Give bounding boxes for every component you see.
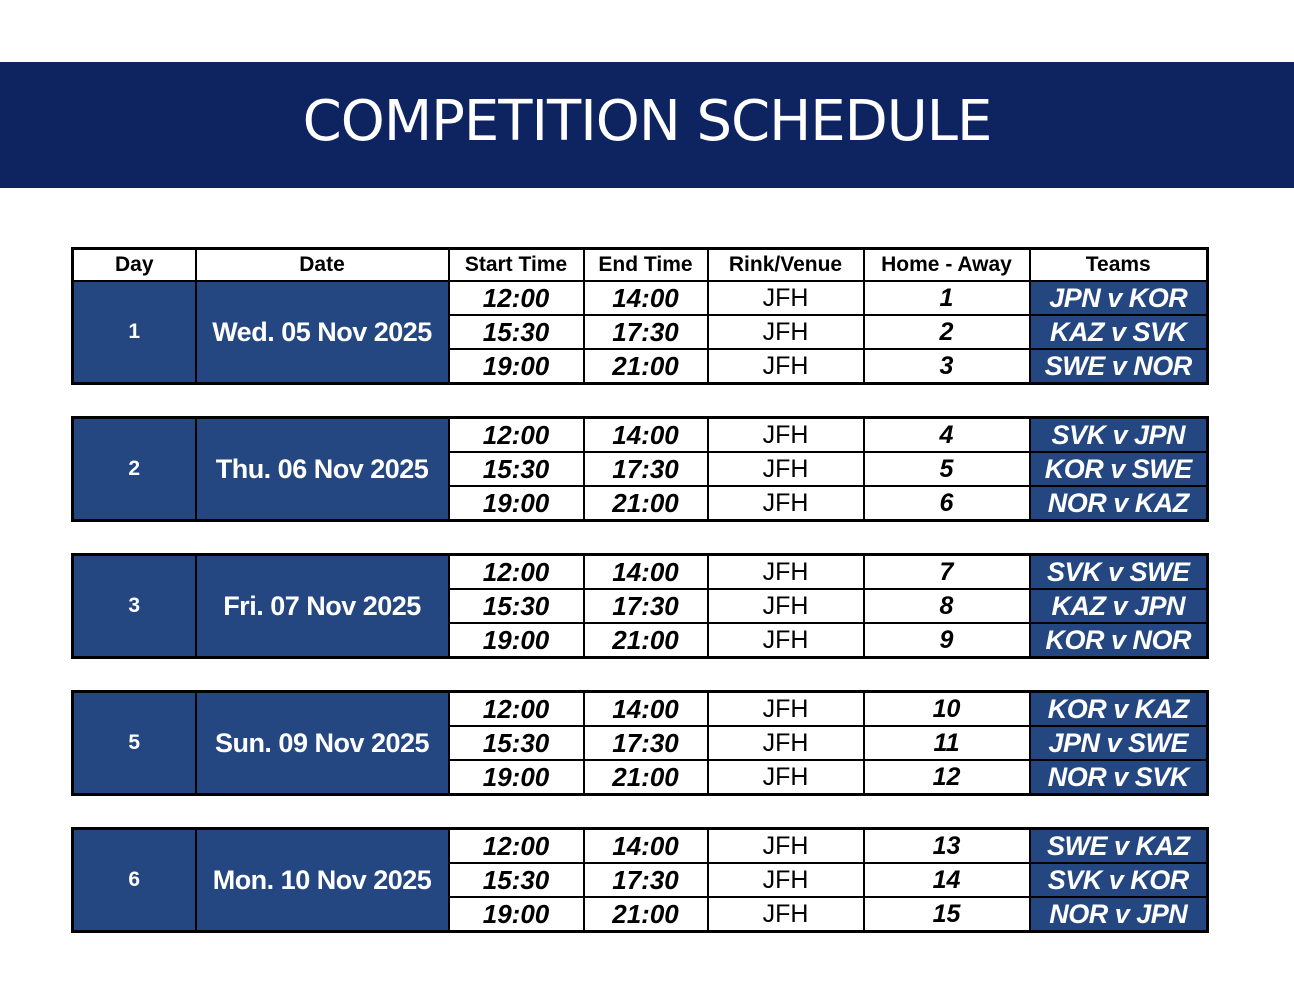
end-time: 21:00	[584, 486, 708, 521]
end-time: 21:00	[584, 349, 708, 384]
game-number: 9	[864, 623, 1030, 658]
game-number: 1	[864, 281, 1030, 315]
day-date: Mon. 10 Nov 2025	[196, 829, 449, 932]
end-time: 14:00	[584, 555, 708, 590]
teams: JPN v SWE	[1030, 726, 1208, 760]
rink-venue: JFH	[708, 555, 864, 590]
day-date: Fri. 07 Nov 2025	[196, 555, 449, 658]
schedule-table-day-1	[71, 247, 1209, 385]
day-number: 2	[73, 418, 196, 521]
end-time: 17:30	[584, 863, 708, 897]
end-time: 17:30	[584, 726, 708, 760]
start-time: 19:00	[449, 349, 584, 384]
start-time: 19:00	[449, 760, 584, 795]
teams: SWE v NOR	[1030, 349, 1208, 384]
end-time: 17:30	[584, 315, 708, 349]
teams: NOR v KAZ	[1030, 486, 1208, 521]
teams: NOR v SVK	[1030, 760, 1208, 795]
teams: JPN v KOR	[1030, 281, 1208, 315]
end-time: 17:30	[584, 589, 708, 623]
header-teams: Teams	[1030, 249, 1208, 282]
rink-venue: JFH	[708, 726, 864, 760]
day-date: Sun. 09 Nov 2025	[196, 692, 449, 795]
game-number: 5	[864, 452, 1030, 486]
schedule-table-day-3	[71, 553, 1209, 659]
game-row	[73, 829, 1208, 864]
end-time: 14:00	[584, 281, 708, 315]
game-row	[73, 555, 1208, 590]
day-number: 3	[73, 555, 196, 658]
rink-venue: JFH	[708, 829, 864, 864]
game-number: 10	[864, 692, 1030, 727]
header-start-time: Start Time	[449, 249, 584, 282]
end-time: 14:00	[584, 418, 708, 453]
rink-venue: JFH	[708, 623, 864, 658]
game-number: 13	[864, 829, 1030, 864]
teams: KOR v SWE	[1030, 452, 1208, 486]
rink-venue: JFH	[708, 452, 864, 486]
start-time: 19:00	[449, 897, 584, 932]
teams: NOR v JPN	[1030, 897, 1208, 932]
game-number: 12	[864, 760, 1030, 795]
start-time: 12:00	[449, 281, 584, 315]
day-number: 6	[73, 829, 196, 932]
end-time: 14:00	[584, 692, 708, 727]
end-time: 21:00	[584, 623, 708, 658]
start-time: 15:30	[449, 589, 584, 623]
game-row	[73, 418, 1208, 453]
game-number: 2	[864, 315, 1030, 349]
header-date: Date	[196, 249, 449, 282]
game-row	[73, 281, 1208, 315]
start-time: 19:00	[449, 623, 584, 658]
game-number: 15	[864, 897, 1030, 932]
game-number: 11	[864, 726, 1030, 760]
schedule-table-day-6	[71, 827, 1209, 933]
end-time: 21:00	[584, 760, 708, 795]
game-number: 4	[864, 418, 1030, 453]
teams: KOR v KAZ	[1030, 692, 1208, 727]
game-row	[73, 692, 1208, 727]
schedule-table-day-2	[71, 416, 1209, 522]
start-time: 12:00	[449, 692, 584, 727]
header-home-away: Home - Away	[864, 249, 1030, 282]
start-time: 12:00	[449, 555, 584, 590]
game-number: 7	[864, 555, 1030, 590]
teams: SVK v JPN	[1030, 418, 1208, 453]
teams: SWE v KAZ	[1030, 829, 1208, 864]
teams: KAZ v SVK	[1030, 315, 1208, 349]
rink-venue: JFH	[708, 315, 864, 349]
day-date: Wed. 05 Nov 2025	[196, 281, 449, 384]
start-time: 19:00	[449, 486, 584, 521]
schedule-table-day-5	[71, 690, 1209, 796]
day-number: 1	[73, 281, 196, 384]
rink-venue: JFH	[708, 692, 864, 727]
rink-venue: JFH	[708, 760, 864, 795]
rink-venue: JFH	[708, 418, 864, 453]
end-time: 17:30	[584, 452, 708, 486]
rink-venue: JFH	[708, 349, 864, 384]
start-time: 15:30	[449, 452, 584, 486]
rink-venue: JFH	[708, 863, 864, 897]
teams: SVK v KOR	[1030, 863, 1208, 897]
start-time: 15:30	[449, 315, 584, 349]
rink-venue: JFH	[708, 281, 864, 315]
end-time: 21:00	[584, 897, 708, 932]
header-end-time: End Time	[584, 249, 708, 282]
end-time: 14:00	[584, 829, 708, 864]
game-number: 14	[864, 863, 1030, 897]
title-banner	[0, 62, 1294, 188]
rink-venue: JFH	[708, 589, 864, 623]
teams: KOR v NOR	[1030, 623, 1208, 658]
start-time: 12:00	[449, 418, 584, 453]
rink-venue: JFH	[708, 486, 864, 521]
game-number: 6	[864, 486, 1030, 521]
game-number: 8	[864, 589, 1030, 623]
day-number: 5	[73, 692, 196, 795]
rink-venue: JFH	[708, 897, 864, 932]
teams: KAZ v JPN	[1030, 589, 1208, 623]
start-time: 15:30	[449, 863, 584, 897]
teams: SVK v SWE	[1030, 555, 1208, 590]
header-rink-venue: Rink/Venue	[708, 249, 864, 282]
header-day: Day	[73, 249, 196, 282]
start-time: 15:30	[449, 726, 584, 760]
day-date: Thu. 06 Nov 2025	[196, 418, 449, 521]
start-time: 12:00	[449, 829, 584, 864]
game-number: 3	[864, 349, 1030, 384]
page-title: COMPETITION SCHEDULE	[302, 88, 992, 154]
header-row	[73, 249, 1208, 282]
